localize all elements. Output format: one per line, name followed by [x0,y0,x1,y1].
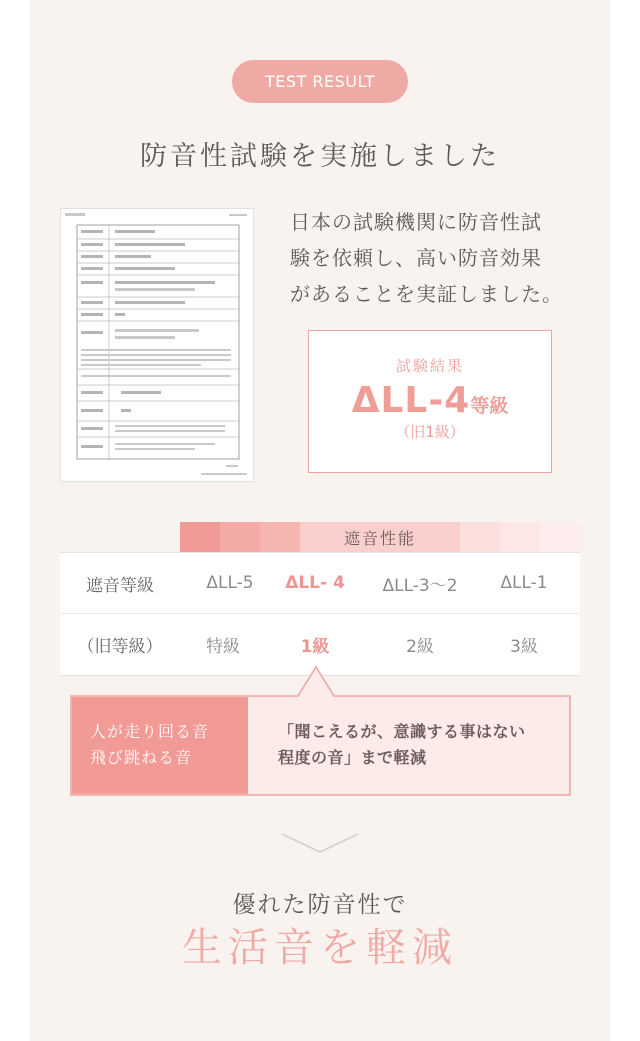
description-line: があることを実証しました。 [290,282,563,306]
noise-source-line: 飛び跳ねる音 [90,748,193,767]
description-line: 日本の試験機関に防音性試 [290,210,542,234]
result-unit: 等級 [470,395,509,417]
page-title: 防音性試験を実施しました [140,141,500,172]
bottom-headline: 生活音を軽減 [182,925,458,971]
result-value: ΔLL-4 [351,380,471,421]
result-label: 試験結果 [395,357,464,375]
grade-cell: ΔLL-5 [206,573,254,593]
description-line: 験を依頼し、高い防音効果 [290,246,542,270]
sound-insulation-label: 遮音性能 [300,522,460,552]
grade-cell: 3級 [510,636,538,657]
noise-reduction-line: 程度の音」まで軽減 [278,748,427,767]
chevron-down-icon [280,832,360,854]
noise-source-line: 人が走り回る音 [90,722,210,741]
result-old-grade: （旧1級） [395,423,465,441]
noise-reduction-text [262,697,562,793]
description [290,204,590,312]
grade-cell-highlight: ΔLL- 4 [285,573,345,593]
noise-reduction-line: 「聞こえるが、意識する事はない [278,722,526,741]
bottom-subtitle: 優れた防音性で [232,892,408,918]
test-result-badge: TEST RESULT [232,60,408,103]
grade-table [60,552,580,676]
row-header: （旧等級） [77,636,163,657]
grade-cell-highlight: 1級 [300,636,330,657]
row-header: 遮音等級 [86,575,154,596]
noise-source [72,697,248,793]
test-certificate-image [60,208,254,482]
grade-cell: ΔLL-3～2 [382,575,458,596]
grade-cell: 2級 [406,636,434,657]
test-result-box [308,330,552,473]
grade-cell: 特級 [206,636,240,657]
result-main [309,380,551,421]
table-row [60,553,580,614]
table-row [60,614,580,674]
grade-cell: ΔLL-1 [500,573,548,593]
